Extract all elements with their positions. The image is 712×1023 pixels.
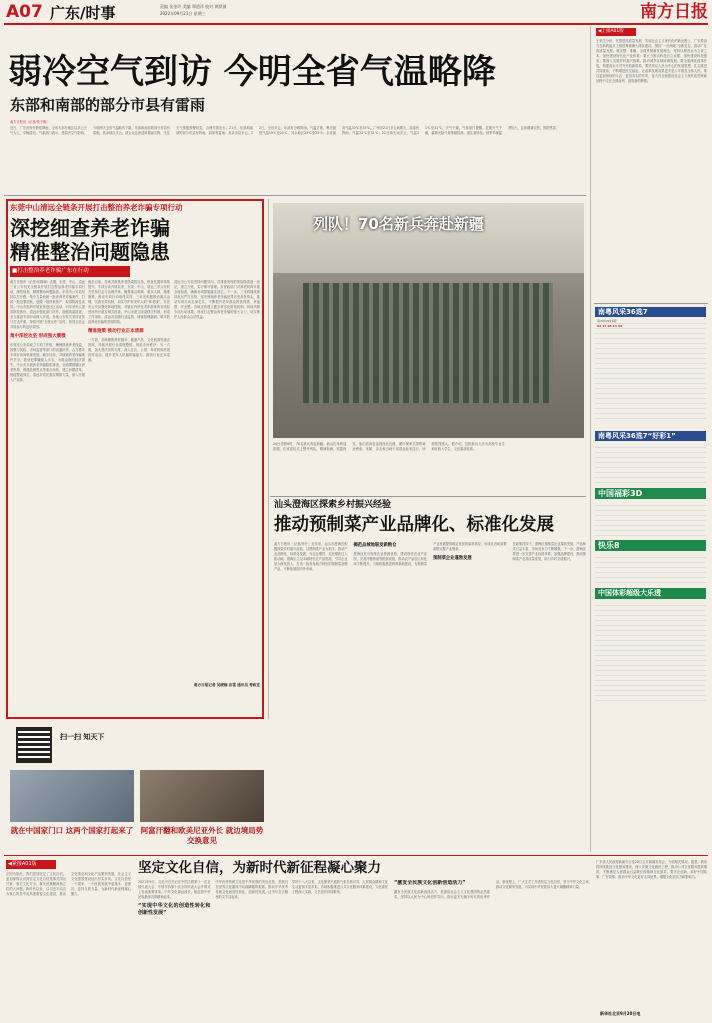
lottery-title-2: 南粤风采36选7“好彩1” bbox=[595, 431, 706, 441]
shantou-kicker: 汕头澄海区探索乡村振兴经验 bbox=[274, 500, 392, 510]
lottery-table-3 bbox=[595, 501, 706, 536]
bottom-footer: 新华社北京9月20日电 bbox=[600, 1011, 641, 1016]
scan-label: 扫一扫 知天下 bbox=[60, 733, 105, 741]
lead-headline: 弱冷空气到访 今明全省气温略降 bbox=[8, 52, 496, 92]
ad-text-1[interactable]: 就在中国家门口 这两个国家打起来了 bbox=[10, 826, 134, 835]
lottery-table-2 bbox=[595, 443, 706, 483]
box-col-3: 清远市公安局坚持问题导向，对排查发现的风险隐患逐一登记，建立台账，实行销号管理。市民政部门对养老机构开展全面检查，确保各项措施落实到位。下一步，三市将继续保持高压严打态势，坚决遏制养老诈骗犯罪多发高发势头，推动专项行动走深走实，不断提升老年群众的获得感、幸福感、安全感。各地还将建立健全常态化防范机制，持续巩固专项行动成果，形成打击整治养老诈骗的强大合力，切实维护人民群众合法权益。 bbox=[174, 280, 260, 319]
box-title-2: 精准整治问题隐患 bbox=[10, 240, 170, 264]
lottery-title-3: 中国福彩3D bbox=[595, 488, 706, 499]
shantou-sub-2: 预制菜企业蓬勃发展 bbox=[433, 556, 472, 561]
photo-caption: 20日清晨6时，70名新兵奔赴新疆。新兵们身着迷彩服，在欢送仪式上整齐列队，精神饱满，英姿勃发。他们将奔赴祖国西北边陲，履行保家卫国的神圣使命。家属、亲友和当地干部群众赶来送行，场面热烈感人。据介绍，这批新兵大多为高校毕业生和在校大学生，文化素质较高。 bbox=[273, 442, 505, 451]
lottery-row bbox=[595, 578, 706, 583]
ad-thumb-1[interactable] bbox=[10, 770, 134, 822]
shantou-title: 推动预制菜产业品牌化、标准化发展 bbox=[274, 515, 554, 535]
shantou-sub-1: 揭范品城地联发新粮仓 bbox=[353, 543, 397, 548]
right-column-rule bbox=[590, 26, 591, 852]
lead-subhead: 东部和南部的部分市县有雷雨 bbox=[10, 96, 206, 114]
ad-text-2[interactable]: 阿富汗翻和欧美尼亚外长 就边境局势交换意见 bbox=[140, 826, 264, 845]
lottery-row bbox=[595, 478, 706, 483]
box-col-2: 截至目前，各地共收集涉老线索数百条，核查处置率持续提升。专项行动开展以来，东莞、中山、清远三市公安机关坚持打击与治理并举，聚焦重点领域、重点人群，精准施策，推动专项行动取得实效。三市还积极推动源头治理，完善长效机制，切实守护好老年人的“养老钱”。东莞市公安局强化阵地控制，对辖区内涉及老年群体的各类经营场所开展拉网式排查。中山市建立线索移交机制，形成工作闭环。清远市加强行业监管，堵塞管理漏洞，筑牢防范养老诈骗的坚固防线。 精准施策 推动行业正本清源 一方面，各地聚焦养老服务、健康产品、文化旅游等重点领域，持续开展行业清理整顿，规范市场秩序；另一方面，加大普法宣传力度，深入社区、公园、养老机构开展宣传活动，提升老年人识骗防骗能力，推动行业正本清源。 bbox=[88, 280, 170, 362]
photo-caption-lead: 20日清晨6时，70名新兵奔赴新疆。 bbox=[273, 442, 327, 446]
bottom-col-1: 正因为如此，我们更加坚定了文化自信，更加深刻认识到坚定文化自信是事关国运兴衰、事关文化安全、事关民族精神独立性的大问题。新时代以来，以习近平同志为核心的党中央高度重视文化建设，推动文化事业和文化产业繁荣发展，社会主义文化强国建设迈出坚实步伐。文化自信是一个国家、一个民族发展中更基本、更深沉、更持久的力量，为新时代新征程凝心聚力。 bbox=[6, 872, 131, 896]
lottery-title-1: 南粤风采36选7 bbox=[595, 307, 706, 317]
lottery-draw-no: 第2022221期 bbox=[595, 319, 706, 324]
lead-body: 近日，广东出现分散性降雨，全省大部分地区以多云天气为主，早晚清凉。气象部门表示，受弱冷空气影响，今明两天全省气温略有下降，东部和南部的部分市县有雷雨，其余地区多云。请公众注意适时增添衣物，关注天气预报预警信息，合理安排出行。21日，东部和南部的部分市县有阵雨，局部有雷雨；其余市县多云。22日，全省多云，东部有分散阵雨。气温方面，粤北最低气温19℃至21℃，其余地区22℃至25℃；全省最高气温30℃至33℃。广州市21日多云间晴天，局部有阵雨，气温22℃至31℃；22日晴天间多云，气温21℃至31℃，天气干燥。气象部门提醒，近期天气干燥，森林火险气象等级较高，请注意防范。秋季早晚温差较大，注意增减衣物，预防感冒。 bbox=[10, 126, 559, 135]
photo-left-rule bbox=[268, 199, 269, 719]
lottery-table-4 bbox=[595, 553, 706, 583]
box-sub-2: 精准施策 推动行业正本清源 bbox=[88, 329, 144, 334]
lottery-row bbox=[595, 531, 706, 536]
editor: 责编 张金玲 bbox=[160, 4, 182, 9]
qr-code[interactable] bbox=[16, 727, 52, 763]
box-col-1: 南方日报讯（记者/吴晓娴）近期，东莞、中山、清远三市公安机关全链条开展打击整治养老诈骗专项行动，深挖细查，精准整治问题隐患。东莞市公安局坚持以打开路，集中力量侦破一批涉养老诈骗案件，打掉一批犯罪团伙，追缴一批涉案资产，取得阶段性成效。中山市组织开展宣传进社区活动，引导老年人提高防范意识。清远市强化部门协作，加强线索排查，全力推进专项行动深入开展。各地公安机关坚持宣传与打击并重，持续开展“全民反诈”宣传，营造全社会共同参与的良好氛围。 集中深挖攻坚 形成强大震慑 东莞市公安局成立专项工作组，梳理排查涉老线索，加强与民政、市场监管等部门的沟通协作，合力推动专项行动向纵深发展。截至目前，共侦破养老诈骗案件多宗，抓获犯罪嫌疑人多名，为群众挽回经济损失。中山市开展涉老诈骗隐患排查，全面摸排辖区养老机构、保健品销售点等重点场所，建立问题清单，督促整改到位。清远市依托基层网格力量，深入开展入户宣传。 bbox=[10, 280, 85, 382]
ad-thumb-2[interactable] bbox=[140, 770, 264, 822]
lead-bottom-rule bbox=[4, 195, 586, 196]
box-byline: 南方日报记者 吴晓娴 祁雷 通讯员 粤政宣 bbox=[193, 683, 260, 687]
lead-byline: 南方日报讯（记者/张子俊） bbox=[10, 120, 50, 124]
lottery-row bbox=[595, 696, 706, 701]
lottery-row bbox=[595, 414, 706, 419]
box-sub-1: 集中深挖攻坚 形成强大震慑 bbox=[10, 334, 66, 339]
lottery-table-5 bbox=[595, 601, 706, 701]
bottom-title: 坚定文化自信，为新时代新征程凝心聚力 bbox=[138, 860, 381, 876]
lottery-title-5: 中国体彩超级大乐透 bbox=[595, 588, 706, 599]
photo-bottom-rule bbox=[270, 496, 586, 497]
designer: 美编 郑道萍 bbox=[182, 4, 204, 9]
section-title: 广东/时事 bbox=[50, 4, 116, 22]
box-title-1: 深挖细查养老诈骗 bbox=[10, 216, 170, 240]
right-bottom-body: 广东省人民政府新闻办公室20日召开新闻发布会，介绍相关情况。据悉，我省将持续推进文化强省建设，深入实施文化惠民工程，推动公共文化服务提质增效，不断满足人民群众日益增长的精神文化需求。要守正创新，讲好中国故事、广东故事，推动中华文化更好走向世界，增强文化软实力和影响力。 bbox=[596, 860, 707, 879]
photo-ranks bbox=[303, 283, 553, 403]
editor-line bbox=[160, 4, 226, 10]
right-divider bbox=[594, 303, 708, 304]
newspaper-logo: 南方日报 bbox=[640, 2, 708, 22]
page-number: A07 bbox=[6, 2, 43, 22]
right-body: 王荣生分析，在推进高质量发展、实现社会主义现代化的新征程上，广东要奋力在新的起点上推进粤港澳大湾区建设，围绕“一点两地”全新定位，推动广东高质量发展。要完整、准确、全面贯彻新发展理念，坚持以制造业为立省之本，加快建设现代化产业体系；要大力推动科技自立自强，加快建设科技强省；要深入实施乡村振兴战略，推动城乡区域协调发展；要全面深化改革开放，构建高水平对外开放新格局。要坚持以人民为中心的发展思想，扎实推进共同富裕，不断增进民生福祉，让改革发展成果更多更公平惠及全体人民。要以更加昂扬的斗志、更加务实的作风，奋力在全面建设社会主义现代化国家新征程中走在全国前列、创造新的辉煌。 bbox=[596, 39, 707, 83]
masthead-rule bbox=[4, 23, 708, 25]
right-tag: ◀上接A01版 bbox=[596, 28, 636, 36]
bottom-sub-2: “激发全民族文化创新创造活力” bbox=[394, 880, 466, 886]
box-kicker: 东莞中山清远全链条开展打击整治养老诈骗专项行动 bbox=[10, 203, 183, 212]
lottery-numbers: 02 17 03 13 33 bbox=[595, 324, 706, 329]
bottom-col-3: 党的十八大以来，文化繁荣兴盛的气象日新月异，人民群众精神文化生活更加丰富多彩。各地积极推进公共文化服务体系建设，文化惠民工程深入实施，文艺创作持续繁荣。 “激发全民族文化创新创造活力” 激发全民族文化创新创造活力，是建设社会主义文化强国的必然要求。坚持以人民为中心的创作导向，推出更多无愧于时代的优秀作品。新征程上，广大文艺工作者坚定文化自信，坚守中华文化立场，推动文化繁荣发展，为实现中华民族伟大复兴凝聚精神力量。 bbox=[292, 880, 592, 899]
photo-title: 列队！70名新兵奔赴新疆 bbox=[313, 215, 484, 233]
proofreader: 校对 黄默黛 bbox=[205, 4, 227, 9]
issue-date: 2022年09月21日 星期三 bbox=[160, 11, 206, 16]
lottery-table-1 bbox=[595, 319, 706, 419]
bottom-tag: ◀紧接A01版 bbox=[6, 860, 56, 869]
bottom-sub-1: “实现中华文化的创造性转化和创新性发展” bbox=[138, 903, 211, 916]
lottery-title-4: 快乐8 bbox=[595, 540, 706, 551]
recruits-photo bbox=[273, 203, 584, 438]
shantou-body: 南方日报讯（记者/李升）近年来，汕头市澄海区积极探索乡村振兴经验，以预制菜产业为抓手，推动产业品牌化、标准化发展，为农业增效、农民增收注入新动能。澄海区立足本地特色农产品资源，引导企业加大研发投入，打造一批具有地方特色的预制菜品牌产品，不断拓展国内外市场。 揭范品城地联发新粮仓 澄海区充分发挥农业资源优势，建设现代农业产业园，完善冷链物流等配套设施，推动农产品加工转化率不断提升。当地积极推进种养基地建设，为预制菜产业发展提供稳定优质的原料供应，形成从田间到餐桌的完整产业链条。 预制菜企业蓬勃发展 在政策扶持下，澄海区预制菜企业蓬勃发展，产品种类日益丰富，市场竞争力不断增强。下一步，澄海区将进一步完善产业标准体系，加强品牌建设，推动预制菜产业高质量发展，助力乡村全面振兴。 bbox=[274, 542, 586, 571]
box-tag: ■打击整治养老诈骗广东在行动 bbox=[10, 266, 130, 277]
section-divider bbox=[4, 855, 708, 856]
bottom-col-2: 2021年9月，习近平总书记在中国文联第十一次全国代表大会、中国作协第十次全国代表大会开幕式上发表重要讲话。中华文化源远流长，积淀着中华民族最深沉的精神追求。 “实现中华文化的创造性转化和创新性发展” 中华优秀传统文化是中华民族的突出优势，是我们在世界文化激荡中站稳脚跟的根基。推动中华优秀传统文化创造性转化、创新性发展，让书写在古籍里的文字活起来。 bbox=[138, 880, 288, 916]
